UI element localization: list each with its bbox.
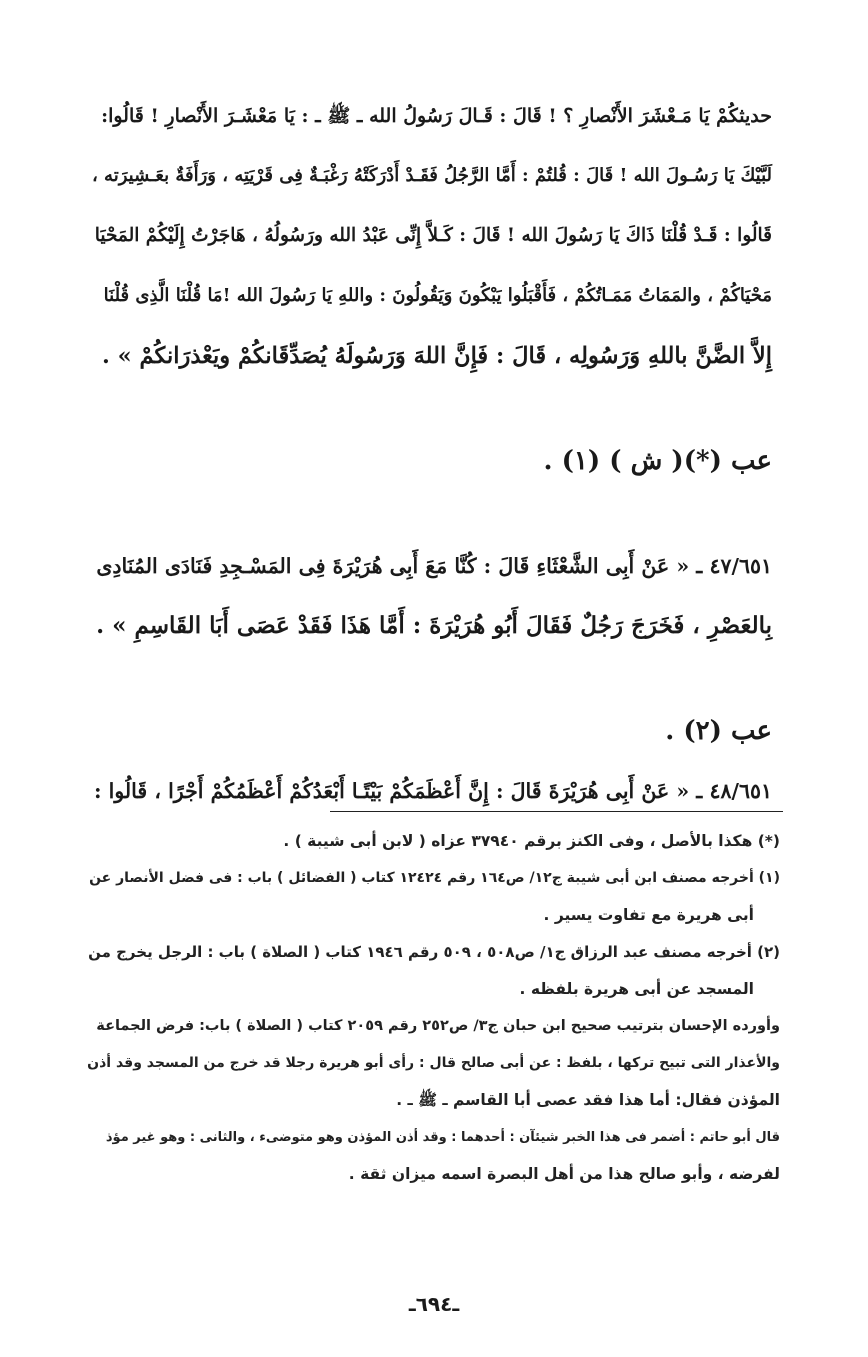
- page-number: ـ٦٩٤ـ: [408, 1292, 460, 1316]
- footnote-2-abu-hatim: قال أبو حاتم : أضمر فى هذا الخبر شيئآن : أحدهما : وقد أذن المؤذن وهو متوضىء ، والثانى : وهو غير مؤذ: [105, 1130, 780, 1145]
- text-line-1: حديثكُمْ يَا مَـعْشَرَ الأَنْصارِ ؟ ! قَالَ : قَـالَ رَسُولُ الله ـ ﷺ ـ : يَا مَعْشَـرَ الأَنْصارِ ! قَالُوا:: [101, 105, 772, 127]
- text-line-4: مَحْيَاكُمْ ، والمَمَاتُ مَمَـاتُكُمْ ، فَأَقْبَلُوا يَبْكُونَ وَيَقُولُونَ : واللهِ يَا رَسُولَ الله !مَا قُلْنَا الَّذِى قُلْنَا: [103, 285, 772, 306]
- source-reference-1: عب (*)( ش ) (١) .: [543, 446, 772, 476]
- footnote-1: (١) أخرجه مصنف ابن أبى شيبة ج١٢/ ص١٦٤ رقم ١٢٤٢٤ كتاب ( الفضائل ) باب : فى فضل الأنصار عن: [89, 870, 780, 886]
- footnote-2: (٢) أخرجه مصنف عبد الرزاق ج١/ ص٥٠٨ ، ٥٠٩ رقم ١٩٤٦ كتاب ( الصلاة ) باب : الرجل يخرج من: [88, 943, 780, 961]
- text-line-3: قَالُوا : قَـدْ قُلْنَا ذَاكَ يَا رَسُولَ الله ! قَالَ : كَـلاَّ إِنِّى عَبْدُ الله ورَسُولُهُ ، هَاجَرْتُ إِلَيْكُمْ المَحْيَا: [94, 225, 772, 246]
- footnotes: [86, 823, 780, 1193]
- hadith-48-line: ٤٨/٦٥١ ـ « عَنْ أَبِى هُرَيْرَةَ قَالَ : إِنَّ أَعْظَمَكُمْ بَيْتًـا أَبْعَدُكُمْ أَعْظَمُكُمْ أَجْرًا ، قَالُوا :: [93, 779, 772, 803]
- footnote-2-cont: المسجد عن أبى هريرة بلفظه .: [519, 980, 754, 998]
- footnote-2-abu-hatim-cont: لفرضه ، وأبو صالح هذا من أهل البصرة اسمه ميزان ثقة .: [348, 1165, 780, 1183]
- footnote-2-ihsan-cont-1: والأعذار التى تبيح تركها ، بلفظ : عن أبى صالح قال : رأى أبو هريرة رجلا قد خرج من المسجد وقد أذن: [87, 1055, 780, 1071]
- text-line-2: لَبَّيْكَ يَا رَسُـولَ الله ! قَالَ : قُلتُمْ : أَمَّا الرَّجُلُ فَقَـدْ أَدْرَكَتْهُ رَغْبَـةٌ فِى قَرْيَتِه ، وَرَأَفَةٌ بعَـشِيرَته ،: [91, 165, 772, 186]
- footnote-asterisk: (*) هكذا بالأصل ، وفى الكنز برقم ٣٧٩٤٠ عزاه ( لابن أبى شيبة ) .: [283, 832, 780, 850]
- footnote-2-ihsan-cont-2: المؤذن فقال: أما هذا فقد عصى أبا القاسم ـ ﷺ ـ .: [396, 1091, 780, 1109]
- hadith-47-line-2: بِالعَصْرِ ، فَخَرَجَ رَجُلٌ فَقَالَ أَبُو هُرَيْرَةَ : أَمَّا هَذَا فَقَدْ عَصَى أَبَا القَاسِمِ » .: [96, 612, 772, 639]
- main-text: [88, 86, 772, 821]
- footnote-2-ihsan: وأورده الإحسان بترتيب صحيح ابن حبان ج٣/ ص٢٥٢ رقم ٢٠٥٩ كتاب ( الصلاة ) باب: فرض الجماعة: [96, 1018, 780, 1034]
- text-line-5: إِلاَّ الضَّنَّ باللهِ وَرَسُولِه ، قَالَ : فَإِنَّ اللهَ وَرَسُولَهُ يُصَدِّقَانكُمْ ويَعْذرَانكُمْ » .: [101, 343, 772, 369]
- footnote-1-cont: أبى هريرة مع تفاوت يسير .: [543, 906, 754, 924]
- hadith-47-line-1: ٤٧/٦٥١ ـ « عَنْ أَبِى الشَّعْثَاءِ قَالَ : كُنَّا مَعَ أَبِى هُرَيْرَةَ فِى المَسْـجِدِ فَنَادَى المُنَادِى: [96, 554, 772, 578]
- footnote-divider: [330, 811, 783, 812]
- source-reference-2: عب (٢) .: [665, 716, 772, 746]
